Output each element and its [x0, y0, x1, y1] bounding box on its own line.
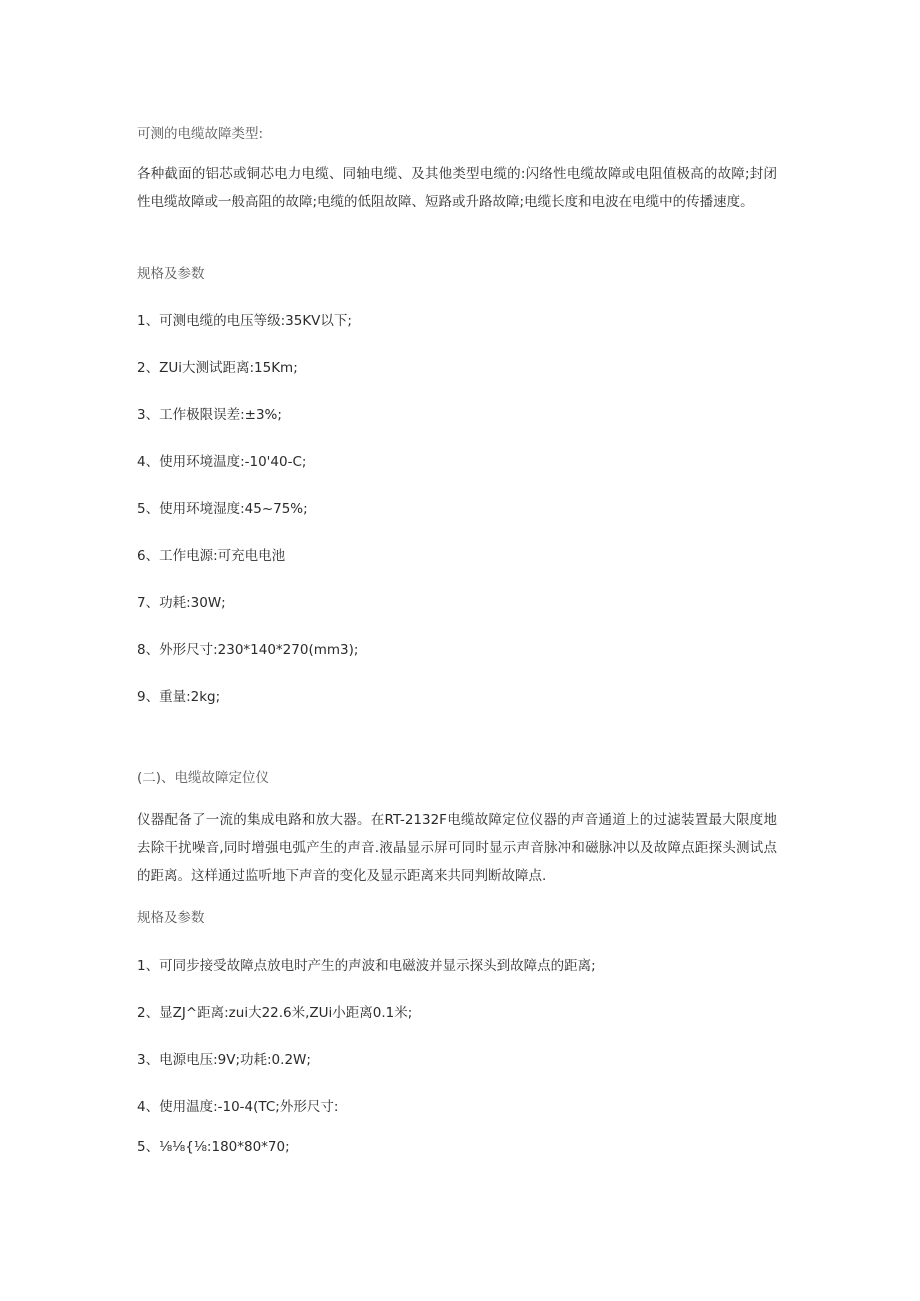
section2-spec-item: 2、显ZJ^距离:zui大22.6米,ZUi小距离0.1米;	[137, 1005, 413, 1021]
section2-description: 仪器配备了一流的集成电路和放大器。在RT-2132F电缆故障定位仪器的声音通道上的过滤装置最大限度地去除干扰噪音,同时增强电弧产生的声音.液晶显示屏可同时显示声音脉冲和磁脉冲以及故障点距探头测试点的距离。这样通过监听地下声音的变化及显示距离来共同判断故障点.	[137, 812, 777, 884]
section2-spec-item: 3、电源电压:9V;功耗:0.2W;	[137, 1052, 311, 1068]
section1-spec-item: 3、工作极限误差:±3%;	[137, 407, 282, 423]
section1-spec-item: 1、可测电缆的电压等级:35KV以下;	[137, 313, 352, 329]
section2-spec-item: 1、可同步接受故障点放电时产生的声波和电磁波并显示探头到故障点的距离;	[137, 958, 596, 974]
section1-spec-title: 规格及参数	[137, 266, 205, 282]
section1-spec-item: 6、工作电源:可充电电池	[137, 548, 286, 564]
section1-spec-item: 9、重量:2kg;	[137, 689, 221, 705]
section1-spec-item: 8、外形尺寸:230*140*270(mm3);	[137, 642, 359, 658]
section2-heading: (二)、电缆故障定位仪	[137, 770, 270, 786]
section1-description: 各种截面的铝芯或铜芯电力电缆、同轴电缆、及其他类型电缆的:闪络性电缆故障或电阻值极高的故障;封闭性电缆故障或一般高阻的故障;电缆的低阻故障、短路或升路故障;电缆长度和电波在电缆中的传播速度。	[137, 166, 777, 210]
section2-spec-item: 4、使用温度:-10-4(TC;外形尺寸:	[137, 1099, 339, 1115]
section2-spec-item: 5、⅛⅛{⅛:180*80*70;	[137, 1139, 290, 1155]
section1-spec-item: 4、使用环境温度:-10'40-C;	[137, 454, 307, 470]
section2-spec-title: 规格及参数	[137, 910, 205, 926]
section1-heading: 可测的电缆故障类型:	[137, 126, 264, 142]
section1-spec-item: 7、功耗:30W;	[137, 595, 226, 611]
section1-spec-item: 2、ZUi大测试距离:15Km;	[137, 360, 298, 376]
section1-spec-item: 5、使用环境湿度:45~75%;	[137, 501, 308, 517]
